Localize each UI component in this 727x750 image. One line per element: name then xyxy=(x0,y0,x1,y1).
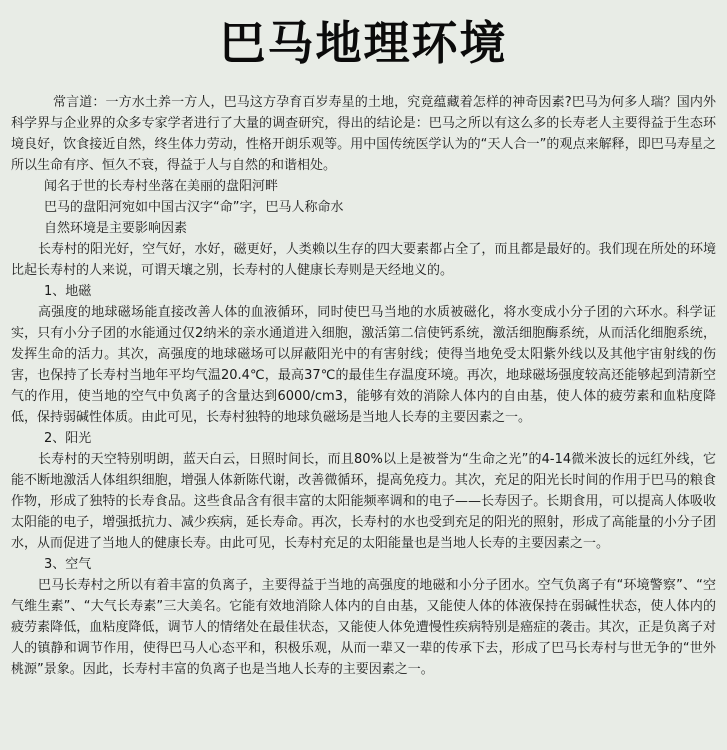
page-title: 巴马地理环境 xyxy=(219,16,508,70)
section-heading-magnetic: 1、地磁 xyxy=(44,284,92,299)
section-heading-sunlight: 2、阳光 xyxy=(44,431,92,446)
overview-paragraph: 长寿村的阳光好，空气好，水好，磁更好，人类赖以生存的四大要素都占全了，而且都是最好的。我们现在所处的环境比起长寿村的人来说，可谓天壤之别，长寿村的人健康长寿则是天经地义的。 xyxy=(11,242,716,278)
intro-line-3: 自然环境是主要影响因素 xyxy=(44,221,188,236)
intro-line-2: 巴马的盘阳河宛如中国古汉字“命”字，巴马人称命水 xyxy=(44,200,344,215)
sunlight-paragraph: 长寿村的天空特别明朗，蓝天白云，日照时间长，而且80%以上是被誉为“生命之光”的4-14微米波长的远红外线，它能不断地激活人体组织细胞，增强人体新陈代谢，改善微循环，提高免疫力。其次，充足的阳光长时间的作用于巴马的粮食作物，形成了独特的长寿食品。这些食品含有很丰富的太阳能频率调和的电子——长寿因子。长期食用，可以提高人体吸收太阳能的电子，增强抵抗力、减少疾病，延长寿命。再次，长寿村的水也受到充足的阳光的照射，形成了高能量的小分子团水，从而促进了当地人的健康长寿。由此可见，长寿村充足的太阳能量也是当地人长寿的主要因素之一。 xyxy=(11,452,716,551)
air-paragraph: 巴马长寿村之所以有着丰富的负离子，主要得益于当地的高强度的地磁和小分子团水。空气负离子有“环境警察”、“空气维生素”、“大气长寿素”三大美名。它能有效地消除人体内的自由基，又能使人体的体液保持在弱碱性状态，使人体内的疲劳素降低，血粘度降低，调节人的情绪处在最佳状态，又能使人体免遭慢性疾病特别是癌症的袭击。其次，正是负离子对人的镇静和调节作用，使得巴马人心态平和，积极乐观，从而一辈又一辈的传承下去，形成了巴马长寿村与世无争的“世外桃源”景象。因此，长寿村丰富的负离子也是当地人长寿的主要因素之一。 xyxy=(11,578,716,677)
section-heading-air: 3、空气 xyxy=(44,557,92,572)
magnetic-paragraph: 高强度的地球磁场能直接改善人体的血液循环，同时使巴马当地的水质被磁化，将水变成小分子团的六环水。科学证实，只有小分子团的水能通过仅2纳米的亲水通道进入细胞，激活第二信使钙系统，激活细胞酶系统，从而活化细胞系统，发挥生命的活力。其次，高强度的地球磁场可以屏蔽阳光中的有害射线；使得当地免受太阳紫外线以及其他宇宙射线的伤害，也保持了长寿村当地年平均气温20.4℃，最高37℃的最佳生存温度环境。再次，地球磁场强度较高还能够起到清新空气的作用，使当地的空气中负离子的含量达到6000/cm3，能够有效的消除人体内的自由基，使人体的疲劳素和血粘度降低，保持弱碱性体质。由此可见，长寿村独特的地球负磁场是当地人长寿的主要因素之一。 xyxy=(11,305,716,425)
intro-line-1: 闻名于世的长寿村坐落在美丽的盘阳河畔 xyxy=(44,179,279,194)
preface-paragraph: 常言道：一方水土养一方人，巴马这方孕育百岁寿星的土地，究竟蕴藏着怎样的神奇因素?巴马为何多人瑞？国内外科学界与企业界的众多专家学者进行了大量的调查研究，得出的结论是：巴马之所以有这么多的长寿老人主要得益于生态环境良好，饮食接近自然，终生体力劳动，性格开朗乐观等。用中国传统医学认为的“天人合一”的观点来解释，即巴马寿星之所以生命有序、恒久不衰，得益于人与自然的和谐相处。 xyxy=(11,95,716,173)
article-body xyxy=(11,92,716,680)
